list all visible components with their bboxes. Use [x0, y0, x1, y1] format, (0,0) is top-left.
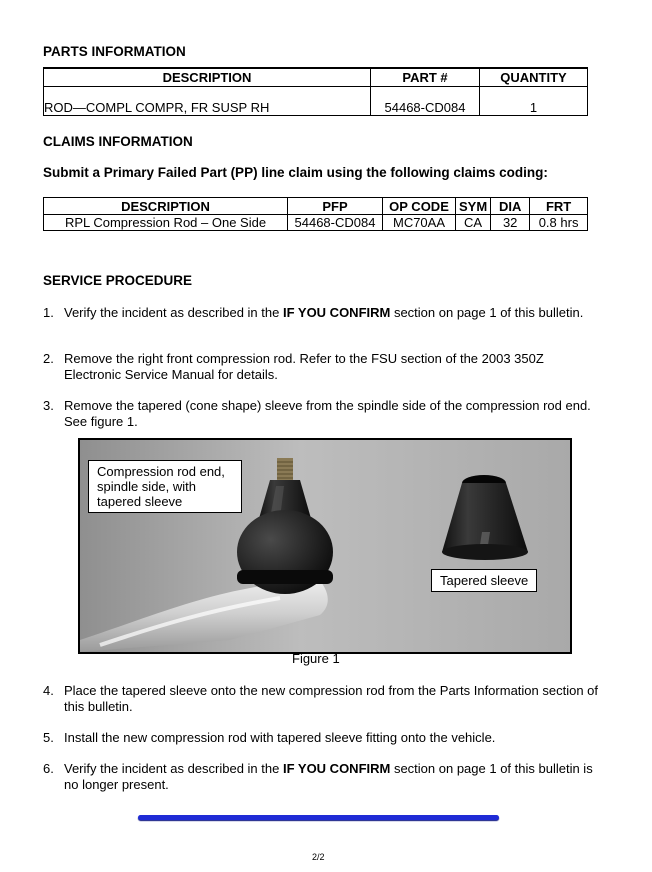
claims-cell-description: RPL Compression Rod – One Side: [44, 215, 288, 231]
figure-caption: Figure 1: [292, 651, 340, 666]
parts-col-part-number: PART #: [371, 68, 480, 87]
parts-cell-quantity: 1: [480, 87, 588, 116]
parts-heading: PARTS INFORMATION: [43, 44, 186, 59]
parts-table: [43, 67, 588, 116]
claims-col-dia: DIA: [491, 198, 530, 215]
step-4: 4. Place the tapered sleeve onto the new compression rod from the Parts Information section of this bulletin.: [43, 683, 599, 714]
claims-col-description: DESCRIPTION: [44, 198, 288, 215]
step-5: 5. Install the new compression rod with tapered sleeve fitting onto the vehicle.: [43, 730, 496, 745]
parts-col-description: DESCRIPTION: [44, 68, 371, 87]
callout-tapered-sleeve: Tapered sleeve: [431, 569, 537, 592]
figure-photo: [78, 438, 572, 654]
claims-cell-frt: 0.8 hrs: [530, 215, 588, 231]
claims-col-sym: SYM: [456, 198, 491, 215]
step-6: 6. Verify the incident as described in the IF YOU CONFIRM section on page 1 of this bulletin is no longer present.: [43, 761, 593, 792]
claims-cell-pfp: 54468-CD084: [288, 215, 383, 231]
parts-col-quantity: QUANTITY: [480, 68, 588, 87]
end-divider: [138, 815, 499, 820]
claims-table: [43, 197, 588, 231]
claims-cell-dia: 32: [491, 215, 530, 231]
claims-cell-op-code: MC70AA: [383, 215, 456, 231]
claims-col-op-code: OP CODE: [383, 198, 456, 215]
claims-col-pfp: PFP: [288, 198, 383, 215]
step-3: 3. Remove the tapered (cone shape) sleeve from the spindle side of the compression rod end. See figure 1.: [43, 398, 591, 429]
claims-intro: Submit a Primary Failed Part (PP) line claim using the following claims coding:: [43, 165, 548, 180]
page-number: 2/2: [312, 852, 325, 862]
step-2: 2. Remove the right front compression rod. Refer to the FSU section of the 2003 350Z Electronic Service Manual for details.: [43, 351, 544, 382]
parts-cell-part-number: 54468-CD084: [371, 87, 480, 116]
callout-rod-end: Compression rod end, spindle side, with tapered sleeve: [88, 460, 242, 513]
step-1: 1. Verify the incident as described in the IF YOU CONFIRM section on page 1 of this bulletin.: [43, 305, 584, 320]
claims-cell-sym: CA: [456, 215, 491, 231]
parts-cell-description: ROD—COMPL COMPR, FR SUSP RH: [44, 87, 371, 116]
claims-heading: CLAIMS INFORMATION: [43, 134, 193, 149]
claims-col-frt: FRT: [530, 198, 588, 215]
service-heading: SERVICE PROCEDURE: [43, 273, 193, 288]
